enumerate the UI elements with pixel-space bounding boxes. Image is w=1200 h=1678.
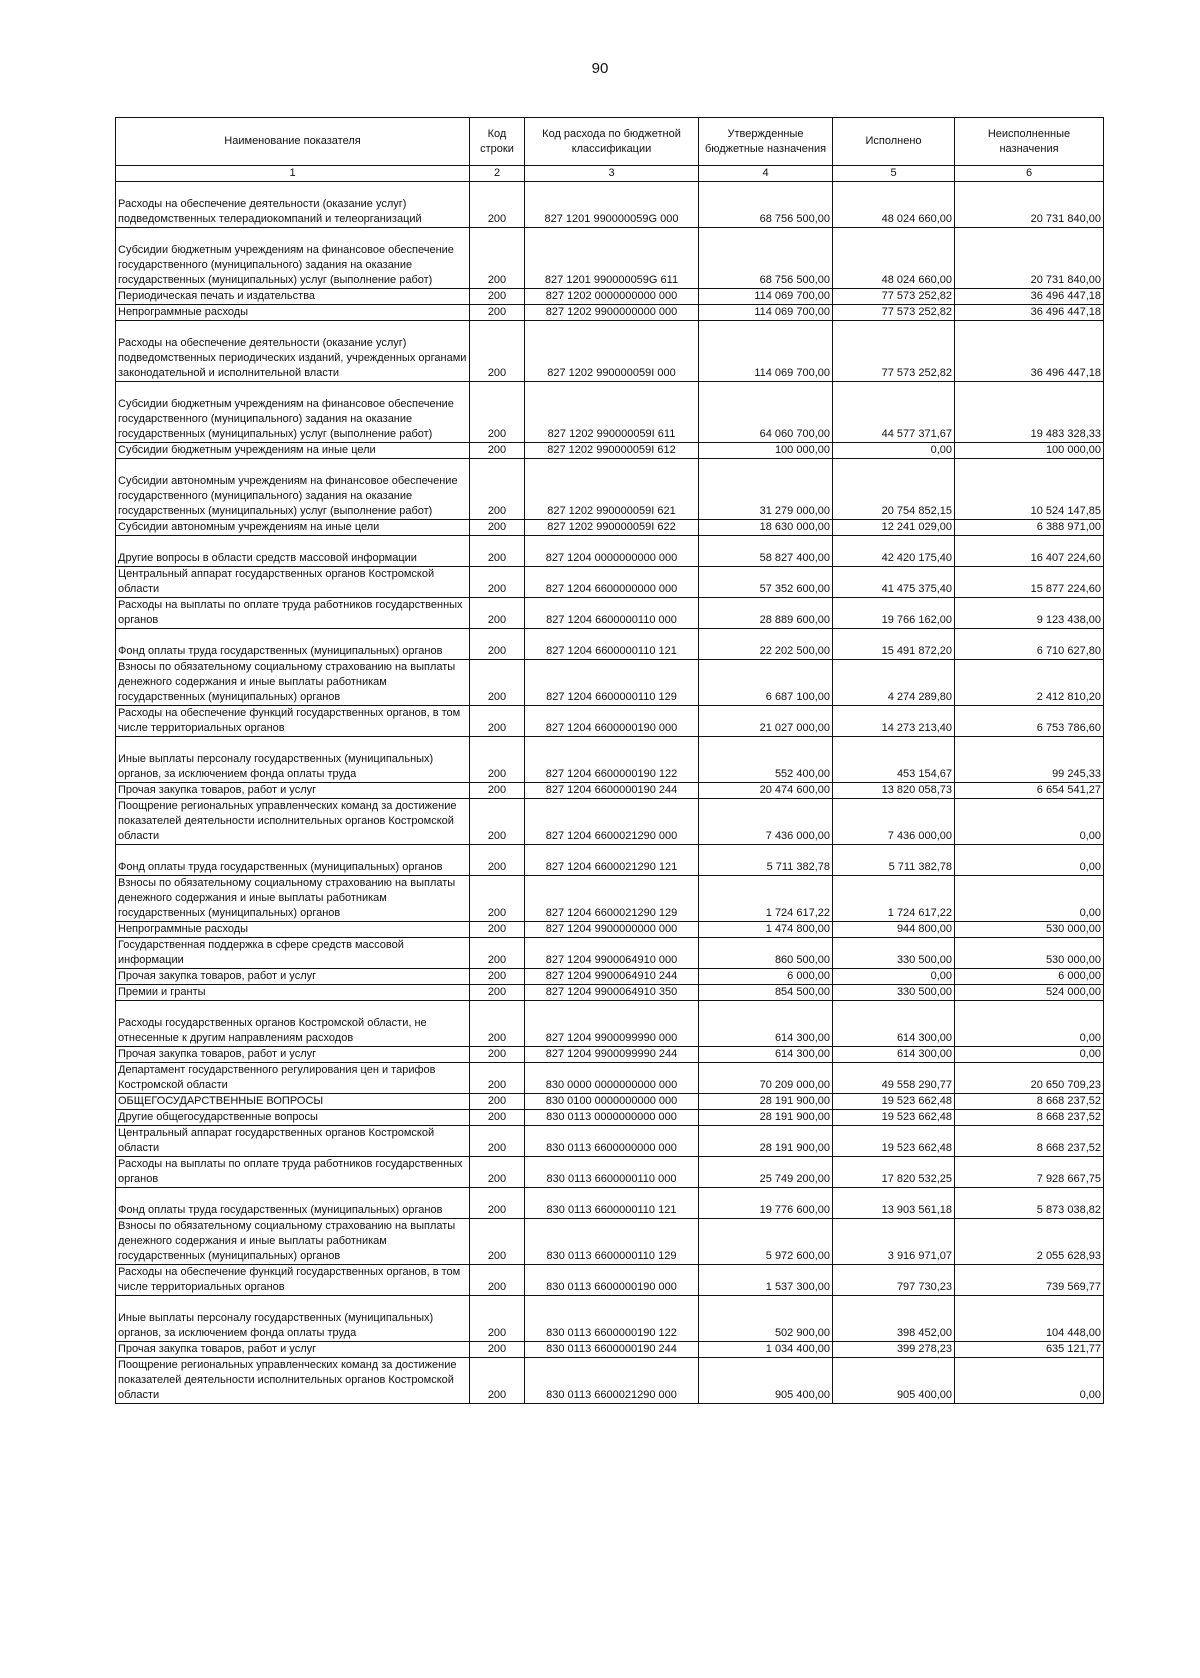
row-budget-code: 830 0113 6600000110 000 bbox=[525, 1157, 699, 1188]
row-name: Субсидии бюджетным учреждениям на финансовое обеспечение государственного (муниципального) задания на оказание государственных (муниципальных) услуг (выполнение работ) bbox=[116, 382, 470, 443]
row-name: Расходы на обеспечение деятельности (оказание услуг) подведомственных периодических изданий, учрежденных органами законодательной и исполнительной власти bbox=[116, 321, 470, 382]
header-executed: Исполнено bbox=[833, 118, 955, 166]
row-name: Субсидии бюджетным учреждениям на финансовое обеспечение государственного (муниципального) задания на оказание государственных (муниципальных) услуг (выполнение работ) bbox=[116, 228, 470, 289]
row-line-code: 200 bbox=[470, 382, 525, 443]
row-line-code: 200 bbox=[470, 520, 525, 536]
row-budget-code: 830 0113 6600000190 244 bbox=[525, 1342, 699, 1358]
row-unexecuted: 36 496 447,18 bbox=[955, 289, 1104, 305]
row-executed: 614 300,00 bbox=[833, 1001, 955, 1047]
row-name: Субсидии бюджетным учреждениям на иные цели bbox=[116, 443, 470, 459]
expenditure-table bbox=[115, 117, 1104, 1404]
row-unexecuted: 104 448,00 bbox=[955, 1296, 1104, 1342]
row-budget-code: 827 1204 9900099990 000 bbox=[525, 1001, 699, 1047]
row-approved: 19 776 600,00 bbox=[699, 1188, 833, 1219]
row-name: Расходы на обеспечение деятельности (оказание услуг) подведомственных телерадиокомпаний и телеорганизаций bbox=[116, 182, 470, 228]
row-name: Центральный аппарат государственных органов Костромской области bbox=[116, 567, 470, 598]
row-unexecuted: 8 668 237,52 bbox=[955, 1094, 1104, 1110]
table-row bbox=[116, 182, 1104, 228]
row-name: Фонд оплаты труда государственных (муниципальных) органов bbox=[116, 629, 470, 660]
row-unexecuted: 2 055 628,93 bbox=[955, 1219, 1104, 1265]
row-executed: 77 573 252,82 bbox=[833, 305, 955, 321]
column-number-row bbox=[116, 166, 1104, 182]
row-executed: 44 577 371,67 bbox=[833, 382, 955, 443]
row-line-code: 200 bbox=[470, 567, 525, 598]
table-row bbox=[116, 1001, 1104, 1047]
row-approved: 7 436 000,00 bbox=[699, 799, 833, 845]
row-line-code: 200 bbox=[470, 799, 525, 845]
table-row bbox=[116, 1358, 1104, 1404]
table-row bbox=[116, 305, 1104, 321]
row-line-code: 200 bbox=[470, 737, 525, 783]
row-approved: 1 724 617,22 bbox=[699, 876, 833, 922]
row-line-code: 200 bbox=[470, 228, 525, 289]
row-unexecuted: 0,00 bbox=[955, 1358, 1104, 1404]
table-row bbox=[116, 598, 1104, 629]
row-budget-code: 827 1204 9900064910 244 bbox=[525, 969, 699, 985]
row-executed: 20 754 852,15 bbox=[833, 459, 955, 520]
row-name: Другие вопросы в области средств массовой информации bbox=[116, 536, 470, 567]
row-unexecuted: 0,00 bbox=[955, 1047, 1104, 1063]
row-name: Расходы государственных органов Костромской области, не отнесенные к другим направлениям расходов bbox=[116, 1001, 470, 1047]
row-executed: 41 475 375,40 bbox=[833, 567, 955, 598]
row-approved: 68 756 500,00 bbox=[699, 228, 833, 289]
row-unexecuted: 6 000,00 bbox=[955, 969, 1104, 985]
row-unexecuted: 15 877 224,60 bbox=[955, 567, 1104, 598]
table-row bbox=[116, 321, 1104, 382]
row-executed: 0,00 bbox=[833, 443, 955, 459]
row-unexecuted: 0,00 bbox=[955, 845, 1104, 876]
row-unexecuted: 8 668 237,52 bbox=[955, 1126, 1104, 1157]
row-approved: 6 687 100,00 bbox=[699, 660, 833, 706]
row-budget-code: 827 1204 6600000190 122 bbox=[525, 737, 699, 783]
row-unexecuted: 99 245,33 bbox=[955, 737, 1104, 783]
row-line-code: 200 bbox=[470, 536, 525, 567]
row-budget-code: 827 1204 9900099990 244 bbox=[525, 1047, 699, 1063]
row-line-code: 200 bbox=[470, 443, 525, 459]
row-unexecuted: 0,00 bbox=[955, 799, 1104, 845]
row-executed: 905 400,00 bbox=[833, 1358, 955, 1404]
row-name: Иные выплаты персоналу государственных (муниципальных) органов, за исключением фонда оплаты труда bbox=[116, 1296, 470, 1342]
row-executed: 3 916 971,07 bbox=[833, 1219, 955, 1265]
row-line-code: 200 bbox=[470, 459, 525, 520]
row-line-code: 200 bbox=[470, 1047, 525, 1063]
row-name: Взносы по обязательному социальному страхованию на выплаты денежного содержания и иные выплаты работникам государственных (муниципальных) органов bbox=[116, 876, 470, 922]
row-approved: 25 749 200,00 bbox=[699, 1157, 833, 1188]
row-executed: 944 800,00 bbox=[833, 922, 955, 938]
row-unexecuted: 5 873 038,82 bbox=[955, 1188, 1104, 1219]
row-unexecuted: 2 412 810,20 bbox=[955, 660, 1104, 706]
row-name: Прочая закупка товаров, работ и услуг bbox=[116, 969, 470, 985]
row-approved: 22 202 500,00 bbox=[699, 629, 833, 660]
row-executed: 797 730,23 bbox=[833, 1265, 955, 1296]
row-line-code: 200 bbox=[470, 289, 525, 305]
row-budget-code: 830 0113 0000000000 000 bbox=[525, 1110, 699, 1126]
row-name: Расходы на выплаты по оплате труда работников государственных органов bbox=[116, 598, 470, 629]
row-line-code: 200 bbox=[470, 969, 525, 985]
table-row bbox=[116, 1063, 1104, 1094]
row-approved: 28 191 900,00 bbox=[699, 1110, 833, 1126]
row-line-code: 200 bbox=[470, 660, 525, 706]
row-approved: 854 500,00 bbox=[699, 985, 833, 1001]
row-executed: 4 274 289,80 bbox=[833, 660, 955, 706]
row-approved: 64 060 700,00 bbox=[699, 382, 833, 443]
row-budget-code: 827 1202 0000000000 000 bbox=[525, 289, 699, 305]
row-unexecuted: 100 000,00 bbox=[955, 443, 1104, 459]
table-row bbox=[116, 289, 1104, 305]
row-executed: 19 523 662,48 bbox=[833, 1126, 955, 1157]
row-name: Иные выплаты персоналу государственных (муниципальных) органов, за исключением фонда оплаты труда bbox=[116, 737, 470, 783]
row-budget-code: 827 1204 6600000110 121 bbox=[525, 629, 699, 660]
row-line-code: 200 bbox=[470, 783, 525, 799]
table-body bbox=[116, 182, 1104, 1404]
table-row bbox=[116, 985, 1104, 1001]
row-budget-code: 827 1201 990000059G 000 bbox=[525, 182, 699, 228]
table-row bbox=[116, 845, 1104, 876]
table-row bbox=[116, 969, 1104, 985]
table-row bbox=[116, 567, 1104, 598]
row-executed: 77 573 252,82 bbox=[833, 321, 955, 382]
column-number: 5 bbox=[833, 166, 955, 182]
table-row bbox=[116, 1110, 1104, 1126]
row-unexecuted: 530 000,00 bbox=[955, 938, 1104, 969]
row-name: Взносы по обязательному социальному страхованию на выплаты денежного содержания и иные выплаты работникам государственных (муниципальных) органов bbox=[116, 660, 470, 706]
row-name: Периодическая печать и издательства bbox=[116, 289, 470, 305]
row-budget-code: 827 1204 6600021290 121 bbox=[525, 845, 699, 876]
row-approved: 114 069 700,00 bbox=[699, 321, 833, 382]
row-line-code: 200 bbox=[470, 1358, 525, 1404]
row-executed: 453 154,67 bbox=[833, 737, 955, 783]
row-line-code: 200 bbox=[470, 1265, 525, 1296]
row-budget-code: 827 1204 6600000110 129 bbox=[525, 660, 699, 706]
row-name: Взносы по обязательному социальному страхованию на выплаты денежного содержания и иные выплаты работникам государственных (муниципальных) органов bbox=[116, 1219, 470, 1265]
table-row bbox=[116, 799, 1104, 845]
table-row bbox=[116, 1047, 1104, 1063]
row-approved: 614 300,00 bbox=[699, 1047, 833, 1063]
row-budget-code: 827 1202 990000059I 612 bbox=[525, 443, 699, 459]
row-executed: 12 241 029,00 bbox=[833, 520, 955, 536]
header-approved: Утвержденные бюджетные назначения bbox=[699, 118, 833, 166]
row-name: Другие общегосударственные вопросы bbox=[116, 1110, 470, 1126]
table-row bbox=[116, 1296, 1104, 1342]
row-executed: 15 491 872,20 bbox=[833, 629, 955, 660]
table-row bbox=[116, 536, 1104, 567]
row-approved: 70 209 000,00 bbox=[699, 1063, 833, 1094]
row-approved: 1 474 800,00 bbox=[699, 922, 833, 938]
row-unexecuted: 8 668 237,52 bbox=[955, 1110, 1104, 1126]
row-executed: 49 558 290,77 bbox=[833, 1063, 955, 1094]
table-row bbox=[116, 382, 1104, 443]
row-executed: 19 523 662,48 bbox=[833, 1094, 955, 1110]
row-approved: 20 474 600,00 bbox=[699, 783, 833, 799]
row-budget-code: 827 1202 990000059I 611 bbox=[525, 382, 699, 443]
row-line-code: 200 bbox=[470, 1110, 525, 1126]
row-line-code: 200 bbox=[470, 985, 525, 1001]
row-executed: 13 820 058,73 bbox=[833, 783, 955, 799]
table-row bbox=[116, 706, 1104, 737]
row-budget-code: 827 1204 6600021290 129 bbox=[525, 876, 699, 922]
row-unexecuted: 635 121,77 bbox=[955, 1342, 1104, 1358]
row-executed: 48 024 660,00 bbox=[833, 182, 955, 228]
row-unexecuted: 6 710 627,80 bbox=[955, 629, 1104, 660]
table-row bbox=[116, 783, 1104, 799]
row-approved: 114 069 700,00 bbox=[699, 289, 833, 305]
row-executed: 398 452,00 bbox=[833, 1296, 955, 1342]
row-line-code: 200 bbox=[470, 1342, 525, 1358]
row-name: Прочая закупка товаров, работ и услуг bbox=[116, 1342, 470, 1358]
table-row bbox=[116, 1126, 1104, 1157]
table-header-row bbox=[116, 118, 1104, 166]
row-unexecuted: 20 731 840,00 bbox=[955, 228, 1104, 289]
row-approved: 6 000,00 bbox=[699, 969, 833, 985]
row-name: Расходы на выплаты по оплате труда работников государственных органов bbox=[116, 1157, 470, 1188]
row-approved: 1 034 400,00 bbox=[699, 1342, 833, 1358]
row-approved: 18 630 000,00 bbox=[699, 520, 833, 536]
row-unexecuted: 524 000,00 bbox=[955, 985, 1104, 1001]
row-name: Прочая закупка товаров, работ и услуг bbox=[116, 1047, 470, 1063]
row-executed: 42 420 175,40 bbox=[833, 536, 955, 567]
row-executed: 77 573 252,82 bbox=[833, 289, 955, 305]
table-row bbox=[116, 1219, 1104, 1265]
row-name: Центральный аппарат государственных органов Костромской области bbox=[116, 1126, 470, 1157]
row-name: ОБЩЕГОСУДАРСТВЕННЫЕ ВОПРОСЫ bbox=[116, 1094, 470, 1110]
table-row bbox=[116, 1188, 1104, 1219]
row-budget-code: 827 1204 6600000190 000 bbox=[525, 706, 699, 737]
row-budget-code: 830 0000 0000000000 000 bbox=[525, 1063, 699, 1094]
row-line-code: 200 bbox=[470, 1188, 525, 1219]
row-unexecuted: 0,00 bbox=[955, 876, 1104, 922]
row-executed: 330 500,00 bbox=[833, 938, 955, 969]
header-code: Код строки bbox=[470, 118, 525, 166]
row-approved: 28 191 900,00 bbox=[699, 1094, 833, 1110]
row-executed: 7 436 000,00 bbox=[833, 799, 955, 845]
row-budget-code: 827 1204 9900064910 350 bbox=[525, 985, 699, 1001]
row-unexecuted: 739 569,77 bbox=[955, 1265, 1104, 1296]
header-unexecuted: Неисполненные назначения bbox=[955, 118, 1104, 166]
row-approved: 68 756 500,00 bbox=[699, 182, 833, 228]
row-name: Департамент государственного регулирования цен и тарифов Костромской области bbox=[116, 1063, 470, 1094]
row-name: Государственная поддержка в сфере средств массовой информации bbox=[116, 938, 470, 969]
row-approved: 5 972 600,00 bbox=[699, 1219, 833, 1265]
table-row bbox=[116, 1157, 1104, 1188]
row-approved: 28 191 900,00 bbox=[699, 1126, 833, 1157]
row-unexecuted: 6 654 541,27 bbox=[955, 783, 1104, 799]
row-executed: 19 523 662,48 bbox=[833, 1110, 955, 1126]
row-name: Расходы на обеспечение функций государственных органов, в том числе территориальных органов bbox=[116, 706, 470, 737]
row-line-code: 200 bbox=[470, 938, 525, 969]
row-unexecuted: 9 123 438,00 bbox=[955, 598, 1104, 629]
column-number: 1 bbox=[116, 166, 470, 182]
row-approved: 502 900,00 bbox=[699, 1296, 833, 1342]
row-budget-code: 827 1202 9900000000 000 bbox=[525, 305, 699, 321]
row-unexecuted: 16 407 224,60 bbox=[955, 536, 1104, 567]
row-approved: 614 300,00 bbox=[699, 1001, 833, 1047]
row-approved: 860 500,00 bbox=[699, 938, 833, 969]
row-line-code: 200 bbox=[470, 1126, 525, 1157]
row-unexecuted: 36 496 447,18 bbox=[955, 305, 1104, 321]
table-row bbox=[116, 660, 1104, 706]
row-executed: 13 903 561,18 bbox=[833, 1188, 955, 1219]
row-budget-code: 827 1204 6600000190 244 bbox=[525, 783, 699, 799]
row-approved: 114 069 700,00 bbox=[699, 305, 833, 321]
row-line-code: 200 bbox=[470, 922, 525, 938]
page-number: 90 bbox=[591, 60, 609, 77]
row-budget-code: 827 1204 0000000000 000 bbox=[525, 536, 699, 567]
row-name: Фонд оплаты труда государственных (муниципальных) органов bbox=[116, 845, 470, 876]
column-number: 3 bbox=[525, 166, 699, 182]
row-executed: 399 278,23 bbox=[833, 1342, 955, 1358]
row-approved: 1 537 300,00 bbox=[699, 1265, 833, 1296]
row-executed: 5 711 382,78 bbox=[833, 845, 955, 876]
table-row bbox=[116, 737, 1104, 783]
row-budget-code: 827 1204 9900000000 000 bbox=[525, 922, 699, 938]
row-approved: 31 279 000,00 bbox=[699, 459, 833, 520]
row-executed: 14 273 213,40 bbox=[833, 706, 955, 737]
row-approved: 100 000,00 bbox=[699, 443, 833, 459]
row-line-code: 200 bbox=[470, 1219, 525, 1265]
row-budget-code: 830 0113 6600000110 129 bbox=[525, 1219, 699, 1265]
table-row bbox=[116, 459, 1104, 520]
row-unexecuted: 19 483 328,33 bbox=[955, 382, 1104, 443]
row-budget-code: 827 1204 6600000110 000 bbox=[525, 598, 699, 629]
row-executed: 48 024 660,00 bbox=[833, 228, 955, 289]
row-unexecuted: 36 496 447,18 bbox=[955, 321, 1104, 382]
row-line-code: 200 bbox=[470, 629, 525, 660]
row-name: Поощрение региональных управленческих команд за достижение показателей деятельности исполнительных органов Костромской области bbox=[116, 1358, 470, 1404]
row-executed: 614 300,00 bbox=[833, 1047, 955, 1063]
row-approved: 57 352 600,00 bbox=[699, 567, 833, 598]
row-budget-code: 827 1204 9900064910 000 bbox=[525, 938, 699, 969]
row-executed: 17 820 532,25 bbox=[833, 1157, 955, 1188]
row-line-code: 200 bbox=[470, 598, 525, 629]
row-name: Расходы на обеспечение функций государственных органов, в том числе территориальных органов bbox=[116, 1265, 470, 1296]
column-number: 2 bbox=[470, 166, 525, 182]
row-executed: 330 500,00 bbox=[833, 985, 955, 1001]
row-executed: 0,00 bbox=[833, 969, 955, 985]
row-name: Непрограммные расходы bbox=[116, 305, 470, 321]
row-approved: 58 827 400,00 bbox=[699, 536, 833, 567]
row-executed: 1 724 617,22 bbox=[833, 876, 955, 922]
row-unexecuted: 6 753 786,60 bbox=[955, 706, 1104, 737]
row-line-code: 200 bbox=[470, 845, 525, 876]
row-line-code: 200 bbox=[470, 1063, 525, 1094]
table-row bbox=[116, 1265, 1104, 1296]
table-row bbox=[116, 922, 1104, 938]
header-budget-code: Код расхода по бюджетной классификации bbox=[525, 118, 699, 166]
row-budget-code: 827 1202 990000059I 621 bbox=[525, 459, 699, 520]
table-row bbox=[116, 228, 1104, 289]
column-number: 4 bbox=[699, 166, 833, 182]
row-name: Поощрение региональных управленческих команд за достижение показателей деятельности исполнительных органов Костромской области bbox=[116, 799, 470, 845]
row-name: Субсидии автономным учреждениям на иные цели bbox=[116, 520, 470, 536]
table-row bbox=[116, 443, 1104, 459]
row-line-code: 200 bbox=[470, 1094, 525, 1110]
row-line-code: 200 bbox=[470, 1296, 525, 1342]
row-unexecuted: 0,00 bbox=[955, 1001, 1104, 1047]
row-approved: 21 027 000,00 bbox=[699, 706, 833, 737]
row-budget-code: 830 0113 6600000110 121 bbox=[525, 1188, 699, 1219]
row-unexecuted: 7 928 667,75 bbox=[955, 1157, 1104, 1188]
header-name: Наименование показателя bbox=[116, 118, 470, 166]
row-line-code: 200 bbox=[470, 182, 525, 228]
row-unexecuted: 20 650 709,23 bbox=[955, 1063, 1104, 1094]
row-budget-code: 827 1202 990000059I 622 bbox=[525, 520, 699, 536]
row-budget-code: 830 0113 6600000000 000 bbox=[525, 1126, 699, 1157]
row-unexecuted: 530 000,00 bbox=[955, 922, 1104, 938]
row-approved: 28 889 600,00 bbox=[699, 598, 833, 629]
row-budget-code: 827 1202 990000059I 000 bbox=[525, 321, 699, 382]
table-row bbox=[116, 938, 1104, 969]
row-line-code: 200 bbox=[470, 876, 525, 922]
row-unexecuted: 10 524 147,85 bbox=[955, 459, 1104, 520]
row-name: Субсидии автономным учреждениям на финансовое обеспечение государственного (муниципального) задания на оказание государственных (муниципальных) услуг (выполнение работ) bbox=[116, 459, 470, 520]
row-approved: 5 711 382,78 bbox=[699, 845, 833, 876]
table-row bbox=[116, 876, 1104, 922]
table-row bbox=[116, 1094, 1104, 1110]
row-budget-code: 827 1204 6600021290 000 bbox=[525, 799, 699, 845]
row-approved: 552 400,00 bbox=[699, 737, 833, 783]
row-name: Фонд оплаты труда государственных (муниципальных) органов bbox=[116, 1188, 470, 1219]
row-budget-code: 827 1204 6600000000 000 bbox=[525, 567, 699, 598]
row-budget-code: 830 0113 6600021290 000 bbox=[525, 1358, 699, 1404]
column-number: 6 bbox=[955, 166, 1104, 182]
row-name: Прочая закупка товаров, работ и услуг bbox=[116, 783, 470, 799]
row-unexecuted: 6 388 971,00 bbox=[955, 520, 1104, 536]
row-name: Премии и гранты bbox=[116, 985, 470, 1001]
row-name: Непрограммные расходы bbox=[116, 922, 470, 938]
row-budget-code: 827 1201 990000059G 611 bbox=[525, 228, 699, 289]
row-unexecuted: 20 731 840,00 bbox=[955, 182, 1104, 228]
table-row bbox=[116, 629, 1104, 660]
row-line-code: 200 bbox=[470, 1157, 525, 1188]
row-line-code: 200 bbox=[470, 1001, 525, 1047]
table-row bbox=[116, 1342, 1104, 1358]
row-line-code: 200 bbox=[470, 305, 525, 321]
row-executed: 19 766 162,00 bbox=[833, 598, 955, 629]
row-approved: 905 400,00 bbox=[699, 1358, 833, 1404]
row-line-code: 200 bbox=[470, 706, 525, 737]
row-budget-code: 830 0113 6600000190 000 bbox=[525, 1265, 699, 1296]
row-budget-code: 830 0113 6600000190 122 bbox=[525, 1296, 699, 1342]
row-budget-code: 830 0100 0000000000 000 bbox=[525, 1094, 699, 1110]
table-row bbox=[116, 520, 1104, 536]
row-line-code: 200 bbox=[470, 321, 525, 382]
